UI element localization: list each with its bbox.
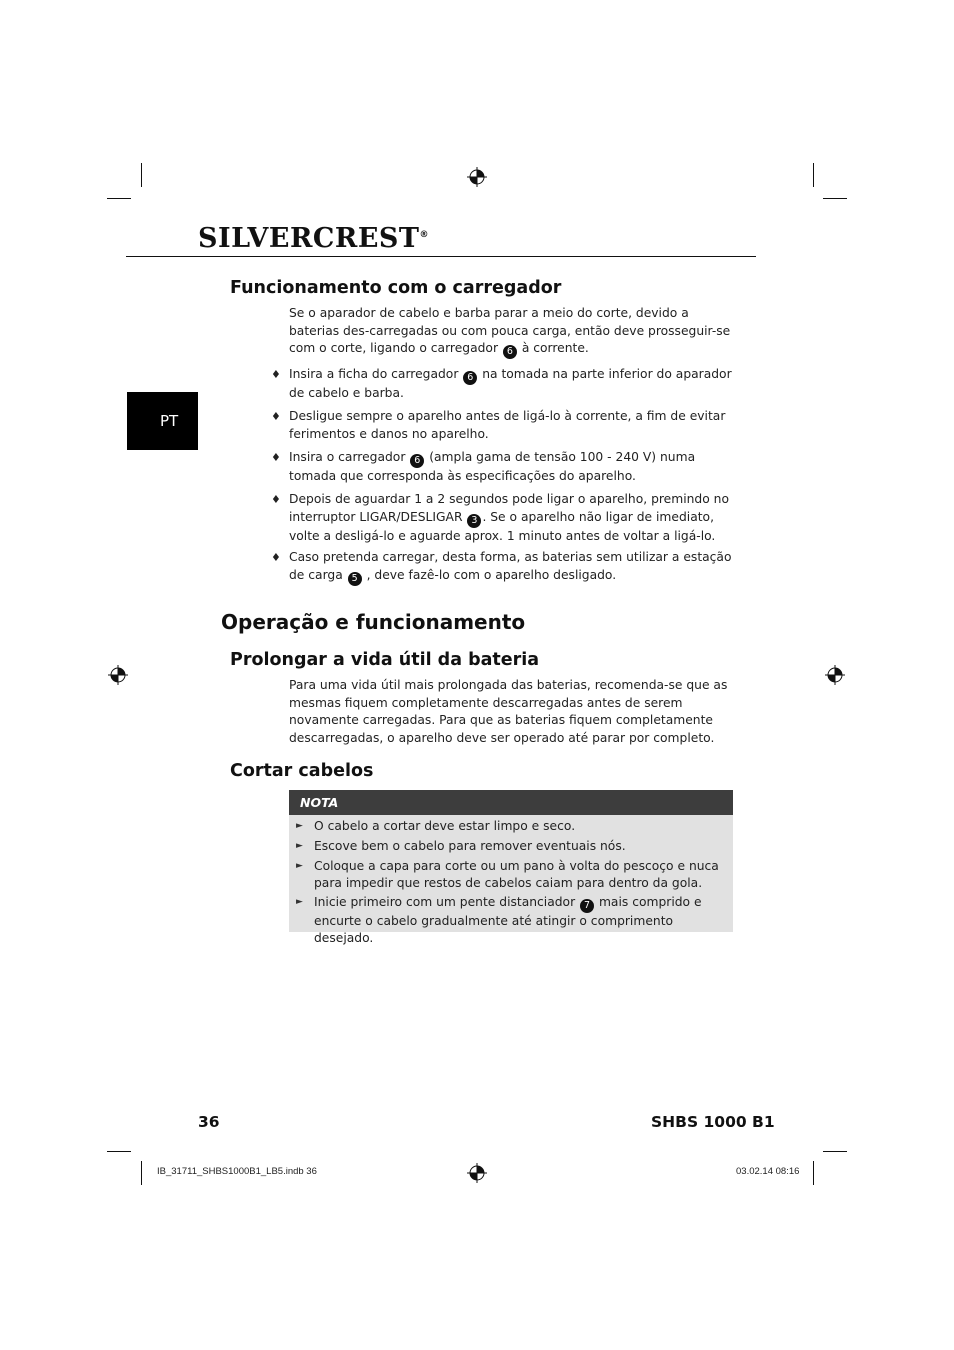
brand-logo (198, 220, 429, 254)
note-item (314, 858, 724, 892)
list-item-text-end: na tomada na parte inferior do aparador de cabelo e barba. (289, 367, 732, 400)
arrow-right-icon: ► (296, 861, 303, 871)
language-tab (127, 392, 198, 450)
registration-target-icon (825, 665, 845, 685)
intro-text-end: à corrente. (517, 341, 589, 355)
crop-mark-top-left-v (141, 163, 142, 187)
header-rule (126, 256, 756, 257)
registration-target-icon (108, 665, 128, 685)
list-item (289, 366, 735, 403)
list-item-text-end: , deve fazê-lo com o aparelho desligado. (362, 567, 617, 582)
note-title: NOTA (300, 795, 339, 810)
bullet-diamond-icon: ♦ (271, 493, 281, 506)
list-item (289, 549, 735, 586)
list-item-text: Caso pretenda carregar, desta forma, as baterias sem utilizar a estação de carga (289, 550, 732, 582)
bullet-diamond-icon: ♦ (271, 551, 281, 564)
brand-logo-first: SILVER (198, 223, 313, 254)
callout-number: 5 (348, 572, 362, 586)
callout-number: 6 (503, 345, 517, 359)
arrow-right-icon: ► (296, 821, 303, 831)
registration-target-icon (467, 1163, 487, 1183)
list-item-text: Insira o carregador (289, 450, 410, 464)
note-item-text: Coloque a capa para corte ou um pano à volta do pescoço e nuca para impedir que restos de cabelos caiam para dentro da gola. (314, 859, 719, 890)
intro-text: Se o aparador de cabelo e barba parar a meio do corte, devido a baterias des-carregadas ou com pouca carga, então deve prosseguir-se com o corte, ligando o carregador (289, 306, 731, 355)
bullet-diamond-icon: ♦ (271, 410, 281, 423)
list-item (289, 408, 735, 443)
note-item-text: O cabelo a cortar deve estar limpo e seco. (314, 819, 576, 833)
list-item (289, 491, 735, 545)
arrow-right-icon: ► (296, 897, 303, 907)
crop-mark-top-right-h (823, 198, 847, 199)
list-item-text-end: (ampla gama de tensão 100 - 240 V) numa tomada que corresponda às especificações do aparelho. (289, 450, 696, 483)
print-slug-date: 03.02.14 08:16 (736, 1166, 800, 1177)
list-item-text-end: . Se o aparelho não ligar de imediato, volte a desligá-lo e aguarde aprox. 1 minuto antes de voltar a ligá-lo. (289, 509, 716, 543)
note-item-text: Escove bem o cabelo para remover eventuais nós. (314, 839, 626, 853)
section-heading-battery: Prolongar a vida útil da bateria (230, 650, 540, 670)
section-heading-haircut: Cortar cabelos (230, 761, 374, 781)
crop-mark-bottom-right-h (823, 1151, 847, 1152)
section-battery-text: Para uma vida útil mais prolongada das baterias, recomenda-se que as mesmas fiquem completamente descarregadas antes de serem novamente carregadas. Para que as baterias fiquem completamente descarregadas, o aparelho deve ser operado até parar por completo. (289, 678, 728, 745)
crop-mark-bottom-left-h (107, 1151, 131, 1152)
section-heading-charger: Funcionamento com o carregador (230, 278, 562, 298)
crop-mark-top-right-v (813, 163, 814, 187)
print-slug-file: IB_31711_SHBS1000B1_LB5.indb 36 (157, 1166, 317, 1177)
note-box (289, 790, 733, 945)
bullet-diamond-icon: ♦ (271, 368, 281, 381)
callout-number: 7 (580, 899, 594, 913)
list-item-text: Desligue sempre o aparelho antes de ligá-lo à corrente, a fim de evitar ferimentos e danos no aparelho. (289, 409, 726, 441)
callout-number: 3 (467, 514, 481, 528)
list-item-text: Depois de aguardar 1 a 2 segundos pode ligar o aparelho, premindo no interruptor LIGAR/DESLIGAR (289, 492, 729, 524)
note-item (314, 838, 724, 855)
brand-logo-second: CREST (312, 223, 420, 254)
registered-mark: ® (419, 230, 429, 240)
page-number: 36 (198, 1113, 220, 1131)
arrow-right-icon: ► (296, 841, 303, 851)
crop-mark-top-left-h (107, 198, 131, 199)
language-tab-label: PT (160, 412, 179, 430)
main-heading: Operação e funcionamento (221, 610, 526, 634)
note-item (314, 818, 724, 835)
note-item-text-end: mais comprido e encurte o cabelo gradualmente até atingir o comprimento desejado. (314, 895, 702, 945)
crop-mark-bottom-left-v (141, 1161, 142, 1185)
note-item (314, 894, 724, 947)
note-header (289, 790, 733, 815)
crop-mark-bottom-right-v (813, 1161, 814, 1185)
bullet-diamond-icon: ♦ (271, 451, 281, 464)
section-charger-intro (289, 305, 735, 359)
callout-number: 6 (463, 371, 477, 385)
model-number: SHBS 1000 B1 (651, 1113, 775, 1131)
list-item (289, 449, 735, 486)
registration-target-icon (467, 167, 487, 187)
callout-number: 6 (410, 454, 424, 468)
list-item-text: Insira a ficha do carregador (289, 367, 463, 381)
note-item-text: Inicie primeiro com um pente distanciador (314, 895, 580, 909)
